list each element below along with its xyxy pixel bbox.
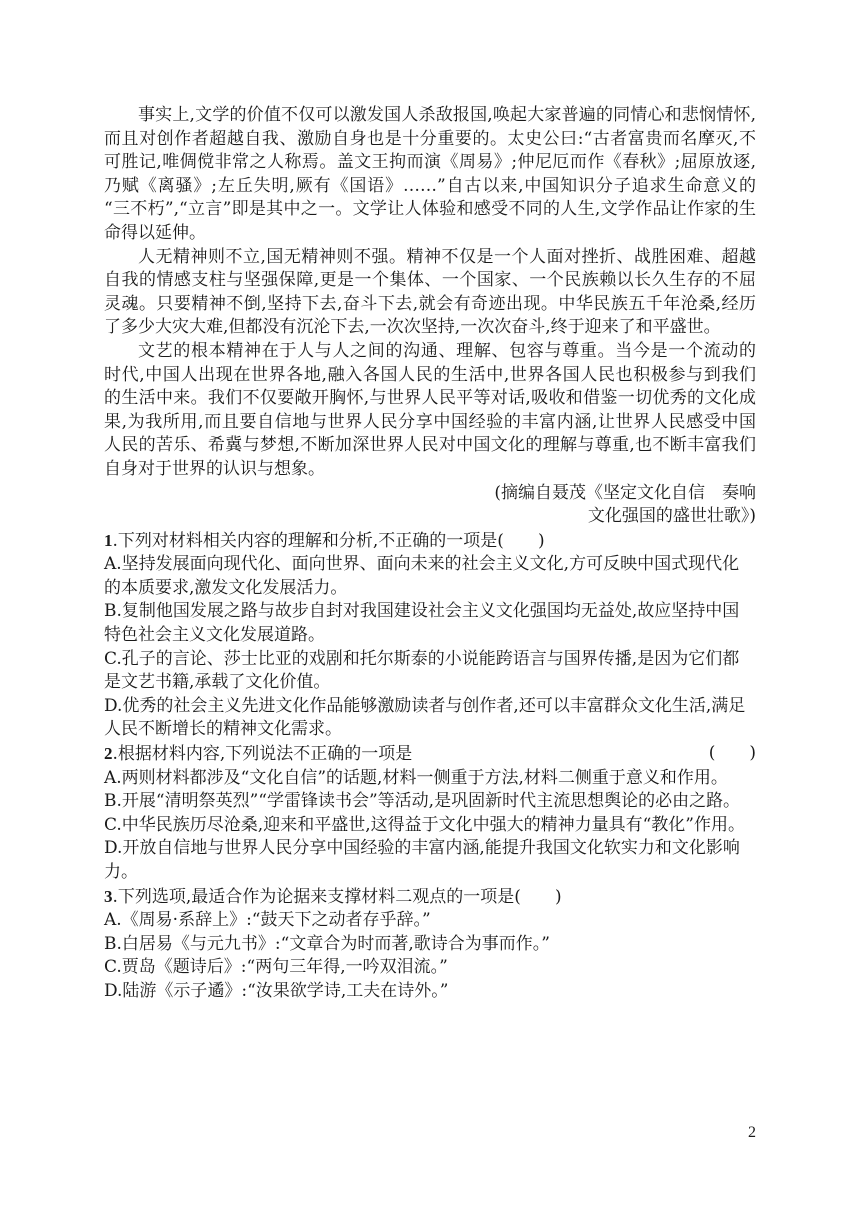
option-text: 特色社会主义文化发展道路。 [104,625,325,646]
question-stem [104,529,756,554]
option-c: C.中华民族历尽沧桑,迎来和平盛世,这得益于文化中强大的精神力量具有“教化”作用。 [104,814,745,835]
text-line: 事实上,文学的价值不仅可以激发国人杀敌报国,唤起大家普遍的同情心和悲悯情怀, [138,105,756,125]
option-b [104,600,756,647]
question-stem [104,885,756,910]
text-line: 人无精神则不立,国无精神则不强。精神不仅是一个人面对挫折、战胜困难、超越 [138,246,756,267]
text-line: 灵魂。只要精神不倒,坚持下去,奋斗下去,就会有奇迹出现。中华民族五千年沧桑,经历 [104,293,756,314]
text-line: 了多少大灾大难,但都没有沉沦下去,一次次坚持,一次次奋斗,终于迎来了和平盛世。 [104,317,721,338]
text-line: 果,为我所用,而且要自信地与世界人民分享中国经验的丰富内涵,让世界人民感受中国 [104,411,756,432]
question-text: .根据材料内容,下列说法不正确的一项是 [112,744,413,765]
text-line: 人民的苦乐、希冀与梦想,不断加深世界人民对中国文化的理解与尊重,也不断丰富我们 [104,435,756,456]
page-content [104,104,756,1004]
text-line: 乃赋《离骚》;左丘失明,厥有《国语》……”自古以来,中国知识分子追求生命意义的 [104,175,756,196]
answer-blank: ( ) [708,743,756,764]
option-text: 的本质要求,激发文化发展活力。 [104,577,348,598]
source-citation [104,482,756,529]
option-a: A.两则材料都涉及“文化自信”的话题,材料一侧重于方法,材料二侧重于意义和作用。 [104,767,728,788]
text-line: 文艺的根本精神在于人与人之间的沟通、理解、包容与尊重。当今是一个流动的 [138,340,756,361]
text-line: 时代,中国人出现在世界各地,融入各国人民的生活中,世界各国人民也积极参与到我们 [104,364,756,385]
option-text: 人民不断增长的精神文化需求。 [104,719,342,740]
option-text: 是文艺书籍,承载了文化价值。 [104,672,331,693]
paragraph-2 [104,246,756,340]
text-line: 命得以延伸。 [104,222,206,243]
option-text: D.优秀的社会主义先进文化作品能够激励读者与创作者,还可以丰富群众文化生活,满足 [104,695,746,716]
option-b: B.白居易《与元九书》:“文章合为时而著,歌诗合为事而作。” [104,933,550,954]
question-1 [104,529,756,742]
option-text: C.孔子的言论、莎士比亚的戏剧和托尔斯泰的小说能跨语言与国界传播,是因为它们都 [104,648,740,669]
question-number: 1 [104,530,113,550]
question-number: 2 [104,744,113,764]
question-stem [104,742,756,767]
paragraph-1 [104,104,756,246]
text-line: “三不朽”,“立言”即是其中之一。文学让人体验和感受不同的人生,文学作品让作家的生 [104,199,756,220]
paragraph-3 [104,340,756,482]
option-c [104,648,756,695]
option-d [104,695,756,742]
option-a: A.《周易·系辞上》:“鼓天下之动者存乎辞。” [104,910,431,931]
option-text: A.坚持发展面向现代化、面向世界、面向未来的社会主义文化,方可反映中国式现代化 [104,554,740,575]
passage [104,104,756,482]
option-c: C.贾岛《题诗后》:“两句三年得,一吟双泪流。” [104,957,448,978]
option-text: B.复制他国发展之路与故步自封对我国建设社会主义文化强国均无益处,故应坚持中国 [104,601,740,622]
text-line: 而且对创作者超越自我、激励自身也是十分重要的。太史公曰:“古者富贵而名摩灭,不 [104,128,756,149]
question-text: .下列选项,最适合作为论据来支撑材料二观点的一项是( ) [112,886,562,907]
text-line: 的生活中来。我们不仅要敞开胸怀,与世界人民平等对话,吸收和借鉴一切优秀的文化成 [104,388,756,409]
question-text: .下列对材料相关内容的理解和分析,不正确的一项是( ) [112,530,545,551]
text-line: 自身对于世界的认识与想象。 [104,458,325,479]
page-number: 2 [748,1124,756,1141]
option-b: B.开展“清明祭英烈”“学雷锋读书会”等活动,是巩固新时代主流思想舆论的必由之路。 [104,791,741,812]
question-number: 3 [104,886,113,906]
question-2 [104,742,756,885]
option-text: 力。 [104,862,138,882]
question-3 [104,885,756,1004]
option-d [104,837,756,884]
option-a [104,553,756,600]
text-line: 可胜记,唯倜傥非常之人称焉。盖文王拘而演《周易》;仲尼厄而作《春秋》;屈原放逐, [104,152,756,173]
source-line: (摘编自聂茂《坚定文化自信 奏响 [494,482,756,503]
source-line: 文化强国的盛世壮歌》) [587,506,756,527]
option-text: D.开放自信地与世界人民分享中国经验的丰富内涵,能提升我国文化软实力和文化影响 [104,838,740,859]
option-d: D.陆游《示子遹》:“汝果欲学诗,工夫在诗外。” [104,980,449,1001]
text-line: 自我的情感支柱与坚强保障,更是一个集体、一个国家、一个民族赖以长久生存的不屈 [104,270,756,291]
